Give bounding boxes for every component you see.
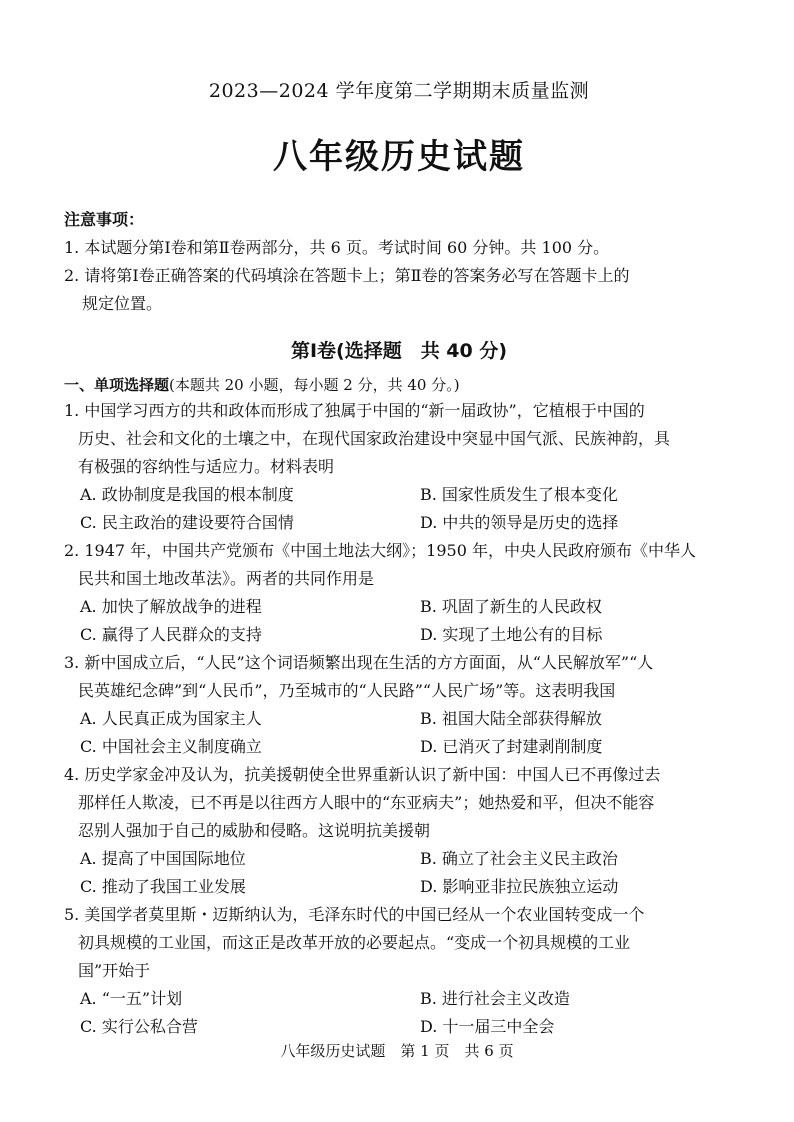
question-line: 民英雄纪念碑”到“人民币”，乃至城市的“人民路”“人民广场”等。这表明我国 xyxy=(78,681,616,700)
options xyxy=(64,845,734,901)
option-d: D. 中共的领导是历史的选择 xyxy=(420,513,619,532)
notice-block xyxy=(64,206,734,318)
question-line: 初具规模的工业国，而这正是改革开放的必要起点。“变成一个初具规模的工业 xyxy=(78,933,631,952)
question-line: 历史、社会和文化的土壤之中，在现代国家政治建设中突显中国气派、民族神韵，具 xyxy=(78,429,671,448)
option-b: B. 国家性质发生了根本变化 xyxy=(420,485,618,504)
question-line: 4. 历史学家金冲及认为，抗美援朝使全世界重新认识了新中国：中国人已不再像过去 xyxy=(64,765,661,784)
exam-title: 八年级历史试题 xyxy=(273,137,525,177)
options xyxy=(64,705,734,761)
question-line: 民共和国土地改革法》。两者的共同作用是 xyxy=(78,569,375,588)
part-title xyxy=(64,373,734,397)
option-a: A. 人民真正成为国家主人 xyxy=(80,709,262,728)
question-1 xyxy=(64,397,734,537)
option-b: B. 进行社会主义改造 xyxy=(420,989,570,1008)
option-a: A. 加快了解放战争的进程 xyxy=(80,597,262,616)
notice-item-2: 2. 请将第Ⅰ卷正确答案的代码填涂在答题卡上；第Ⅱ卷的答案务必写在答题卡上的 xyxy=(64,266,630,285)
question-line: 有极强的容纳性与适应力。材料表明 xyxy=(78,457,335,476)
option-a: A. 提高了中国国际地位 xyxy=(80,849,246,868)
notice-item-1: 1. 本试题分第Ⅰ卷和第Ⅱ卷两部分，共 6 页。考试时间 60 分钟。共 100 分。 xyxy=(64,238,610,257)
question-2 xyxy=(64,537,734,649)
section-title: 第Ⅰ卷(选择题 共 40 分) xyxy=(290,340,508,362)
option-b: B. 确立了社会主义民主政治 xyxy=(420,849,618,868)
question-4 xyxy=(64,761,734,901)
option-d: D. 已消灭了封建剥削制度 xyxy=(420,737,603,756)
question-line: 2. 1947 年，中国共产党颁布《中国土地法大纲》；1950 年，中央人民政府颁布《中华人 xyxy=(64,541,696,560)
options xyxy=(64,481,734,537)
question-line: 5. 美国学者莫里斯・迈斯纳认为，毛泽东时代的中国已经从一个农业国转变成一个 xyxy=(64,905,645,924)
option-d: D. 实现了土地公有的目标 xyxy=(420,625,603,644)
option-c: C. 民主政治的建设要符合国情 xyxy=(80,513,294,532)
options xyxy=(64,985,734,1041)
question-line: 忍别人强加于自己的威胁和侵略。这说明抗美援朝 xyxy=(78,821,431,840)
option-c: C. 赢得了人民群众的支持 xyxy=(80,625,262,644)
option-a: A. 政协制度是我国的根本制度 xyxy=(80,485,294,504)
notice-item-2-cont: 规定位置。 xyxy=(82,294,163,313)
part-label: 一、单项选择题 xyxy=(64,376,170,394)
question-line: 1. 中国学习西方的共和政体而形成了独属于中国的“新一届政协”，它植根于中国的 xyxy=(64,401,645,420)
question-line: 那样任人欺凌，已不再是以往西方人眼中的“东亚病夫”；她热爱和平，但决不能容 xyxy=(78,793,655,812)
option-d: D. 十一届三中全会 xyxy=(420,1017,555,1036)
option-c: C. 实行公私合营 xyxy=(80,1017,198,1036)
exam-header: 2023—2024 学年度第二学期期末质量监测 xyxy=(208,80,590,102)
question-5 xyxy=(64,901,734,1041)
question-line: 3. 新中国成立后，“人民”这个词语频繁出现在生活的方方面面，从“人民解放军”“人 xyxy=(64,653,654,672)
option-b: B. 祖国大陆全部获得解放 xyxy=(420,709,602,728)
option-d: D. 影响亚非拉民族独立运动 xyxy=(420,877,619,896)
option-b: B. 巩固了新生的人民政权 xyxy=(420,597,602,616)
option-c: C. 中国社会主义制度确立 xyxy=(80,737,262,756)
notice-heading: 注意事项： xyxy=(64,210,145,229)
question-line: 国”开始于 xyxy=(78,961,151,980)
option-a: A. “一五”计划 xyxy=(80,989,183,1008)
question-3 xyxy=(64,649,734,761)
page-footer: 八年级历史试题 第 1 页 共 6 页 xyxy=(280,1042,514,1060)
part-desc: (本题共 20 小题，每小题 2 分，共 40 分。) xyxy=(169,376,460,394)
option-c: C. 推动了我国工业发展 xyxy=(80,877,246,896)
options xyxy=(64,593,734,649)
